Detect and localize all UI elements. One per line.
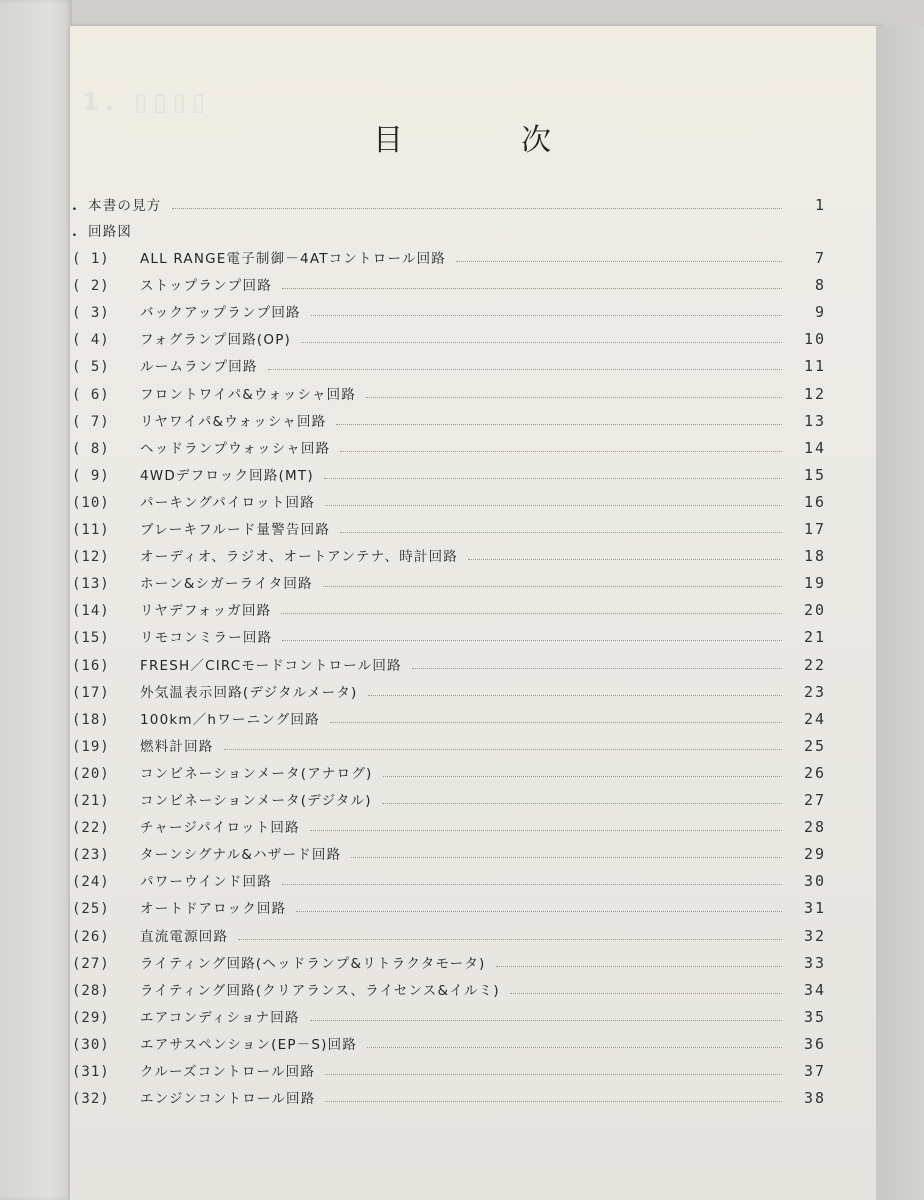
- dot-leader: [325, 1100, 782, 1102]
- toc-label: 100km／hワーニング回路: [140, 711, 320, 728]
- toc-item-number: (27): [72, 955, 110, 972]
- toc-item-number: (10): [72, 494, 110, 511]
- toc-page-number: 36: [803, 1034, 826, 1053]
- dot-leader: [296, 910, 782, 912]
- toc-label: ターンシグナル&ハザード回路: [140, 847, 342, 864]
- toc-item-number: (13): [72, 576, 110, 593]
- toc-item-number: ( 1): [72, 251, 110, 267]
- dot-leader: [336, 423, 782, 425]
- toc-item-number: (18): [72, 711, 110, 728]
- toc-entry[interactable]: [72, 841, 826, 863]
- toc-page-number: 1: [814, 196, 826, 214]
- toc-entry[interactable]: [72, 1004, 826, 1026]
- dot-leader: [324, 477, 782, 479]
- dot-leader: [172, 207, 783, 209]
- toc-label: ライティング回路(ヘッドランプ&リトラクタモータ): [140, 955, 486, 972]
- toc-label: 燃料計回路: [140, 738, 214, 755]
- toc-item-number: (17): [72, 684, 110, 701]
- toc-entry[interactable]: [72, 950, 826, 972]
- dot-leader: [366, 396, 782, 398]
- toc-label: エアコンディショナ回路: [140, 1009, 300, 1026]
- toc-page-number: 25: [803, 736, 826, 755]
- toc-page-number: 18: [803, 547, 826, 566]
- toc-label: オーディオ、ラジオ、オートアンテナ、時計回路: [140, 549, 458, 566]
- toc-entry[interactable]: [72, 868, 826, 890]
- toc-item-number: ( 8): [72, 440, 110, 457]
- toc-entry[interactable]: [72, 570, 826, 592]
- toc-entry[interactable]: [72, 787, 826, 809]
- toc-entry[interactable]: [72, 706, 826, 728]
- toc-label: FRESH／CIRCモードコントロール回路: [140, 657, 402, 674]
- toc-label: ルームランプ回路: [140, 359, 258, 376]
- bullet: .: [72, 224, 77, 240]
- toc-item-number: (32): [72, 1091, 110, 1108]
- toc-page-number: 16: [803, 492, 826, 511]
- toc-label: コンビネーションメータ(アナログ): [140, 765, 373, 782]
- toc-page-number: 21: [803, 628, 826, 647]
- toc-entry[interactable]: [72, 1058, 826, 1080]
- dot-leader: [510, 992, 782, 994]
- toc-page-number: 7: [814, 249, 826, 267]
- dot-leader: [351, 856, 782, 858]
- toc-item-number: (23): [72, 847, 110, 864]
- toc-item-number: (22): [72, 820, 110, 837]
- toc-label: リヤワイパ&ウォッシャ回路: [140, 413, 327, 430]
- bleed-through-text: 1. ▯▯▯▯: [82, 88, 211, 116]
- toc-page-number: 20: [803, 601, 826, 620]
- toc-label: オートドアロック回路: [140, 901, 287, 918]
- toc-label: フォグランプ回路(OP): [140, 332, 292, 349]
- toc-entry[interactable]: [72, 462, 826, 484]
- toc-entry[interactable]: [72, 1085, 826, 1107]
- toc-item-number: (24): [72, 874, 110, 891]
- toc-page-number: 32: [803, 926, 826, 945]
- dot-leader: [340, 450, 782, 452]
- toc-item-number: (20): [72, 765, 110, 782]
- toc-item-number: (19): [72, 738, 110, 755]
- toc-page-number: 37: [803, 1062, 826, 1080]
- toc-entry[interactable]: [72, 516, 826, 538]
- toc-entry[interactable]: [72, 679, 826, 701]
- toc-item-number: (31): [72, 1064, 110, 1080]
- toc-label: チャージパイロット回路: [140, 820, 300, 837]
- toc-page-number: 33: [803, 953, 826, 972]
- previous-page-edge: [0, 0, 72, 1200]
- toc-label: ストップランプ回路: [140, 278, 272, 295]
- toc-page-number: 15: [803, 465, 826, 484]
- toc-label: エアサスペンション(EP－S)回路: [140, 1036, 358, 1053]
- toc-page-number: 38: [803, 1089, 826, 1108]
- dot-leader: [311, 314, 782, 316]
- dot-leader: [282, 287, 782, 289]
- dot-leader: [368, 694, 782, 696]
- dot-leader: [310, 1019, 782, 1021]
- dot-leader: [310, 829, 782, 831]
- toc-entry[interactable]: [72, 272, 826, 294]
- dot-leader: [456, 260, 782, 262]
- toc-label: 本書の見方: [88, 198, 162, 214]
- dot-leader: [325, 1073, 782, 1075]
- toc-entry[interactable]: [72, 1031, 826, 1053]
- toc-section-label: 回路図: [88, 224, 133, 240]
- dot-leader: [323, 585, 782, 587]
- toc-item-number: (11): [72, 522, 110, 538]
- toc-entry[interactable]: [72, 245, 826, 267]
- toc-entry[interactable]: [72, 489, 826, 511]
- toc-page-number: 35: [803, 1007, 826, 1026]
- toc-label: 4WDデフロック回路(MT): [140, 467, 314, 484]
- dot-leader: [468, 558, 782, 560]
- toc-entry[interactable]: [72, 733, 826, 755]
- toc-label: リモコンミラー回路: [140, 630, 273, 647]
- toc-item-number: (14): [72, 603, 110, 620]
- toc-item-number: (15): [72, 630, 110, 647]
- toc-entry[interactable]: [72, 381, 826, 403]
- toc-entry[interactable]: [72, 652, 826, 674]
- dot-leader: [325, 504, 782, 506]
- toc-entry[interactable]: [72, 624, 826, 646]
- toc-label: フロントワイパ&ウォッシャ回路: [140, 386, 357, 403]
- dot-leader: [282, 639, 782, 641]
- title-char-1: 目: [373, 123, 403, 158]
- dot-leader: [268, 368, 782, 370]
- toc-item-number: ( 7): [72, 413, 110, 430]
- toc-label: エンジンコントロール回路: [140, 1091, 316, 1108]
- bullet: .: [72, 198, 77, 214]
- toc-label: パワーウインド回路: [140, 874, 272, 891]
- toc-page-number: 9: [814, 303, 826, 322]
- dot-leader: [330, 721, 782, 723]
- toc-label: クルーズコントロール回路: [140, 1064, 316, 1080]
- toc-item-number: (12): [72, 549, 110, 566]
- toc-page-number: 23: [803, 682, 826, 701]
- toc-item-number: (28): [72, 982, 110, 999]
- toc-entry[interactable]: [72, 923, 826, 945]
- toc-entry[interactable]: [72, 597, 826, 619]
- dot-leader: [281, 612, 782, 614]
- toc-page-number: 10: [803, 330, 826, 349]
- toc-item-number: ( 5): [72, 359, 110, 376]
- toc-entry[interactable]: [72, 977, 826, 999]
- toc-entry[interactable]: [72, 299, 826, 321]
- toc-entry[interactable]: [72, 326, 826, 348]
- toc-page-number: 22: [803, 655, 826, 674]
- toc-label: ヘッドランプウォッシャ回路: [140, 440, 331, 457]
- toc-label: ライティング回路(クリアランス、ライセンス&イルミ): [140, 982, 500, 999]
- dot-leader: [301, 341, 782, 343]
- toc-item-number: ( 2): [72, 278, 110, 295]
- toc-item-number: ( 3): [72, 305, 110, 322]
- toc-label: ホーン&シガーライタ回路: [140, 576, 313, 593]
- toc-entry[interactable]: [72, 543, 826, 565]
- toc-label: バックアップランプ回路: [140, 305, 301, 322]
- toc-label: リヤデフォッガ回路: [140, 603, 272, 620]
- toc-label: パーキングパイロット回路: [140, 494, 315, 511]
- toc-item-number: ( 9): [72, 467, 110, 484]
- toc-page-number: 27: [803, 791, 826, 809]
- page-right-shadow: [876, 26, 924, 1200]
- page-title: [0, 115, 924, 159]
- toc-item-number: (25): [72, 901, 110, 918]
- toc-page-number: 29: [803, 845, 826, 864]
- toc-label: ブレーキフルード量警告回路: [140, 522, 331, 538]
- toc-label: コンビネーションメータ(デジタル): [140, 793, 372, 809]
- toc-item-number: (30): [72, 1036, 110, 1053]
- toc-page-number: 19: [803, 574, 826, 593]
- toc-page-number: 13: [803, 411, 826, 430]
- toc-entry[interactable]: [72, 435, 826, 457]
- title-char-2: 次: [521, 123, 551, 158]
- toc-page-number: 28: [803, 818, 826, 837]
- toc-page-number: 14: [803, 438, 826, 457]
- toc-item-number: ( 6): [72, 386, 110, 403]
- toc-entry[interactable]: [72, 408, 826, 430]
- dot-leader: [224, 748, 783, 750]
- dot-leader: [282, 883, 782, 885]
- dot-leader: [383, 775, 783, 777]
- toc-label: 直流電源回路: [140, 928, 229, 945]
- toc-page-number: 26: [803, 763, 826, 782]
- toc-item-number: (21): [72, 793, 110, 809]
- toc-page-number: 34: [803, 980, 826, 999]
- toc-entry-how-to-read[interactable]: [72, 192, 826, 214]
- toc-entry[interactable]: [72, 760, 826, 782]
- toc-entry[interactable]: [72, 895, 826, 917]
- toc-item-number: ( 4): [72, 332, 110, 349]
- toc-entry[interactable]: [72, 814, 826, 836]
- toc-page-number: 24: [803, 709, 826, 728]
- toc-page-number: 31: [803, 899, 826, 918]
- toc-item-number: (26): [72, 928, 110, 945]
- dot-leader: [382, 802, 782, 804]
- toc-page-number: 8: [814, 276, 826, 295]
- toc-page-number: 11: [803, 357, 826, 376]
- dot-leader: [367, 1046, 782, 1048]
- toc-page-number: 12: [803, 384, 826, 403]
- toc-label: 外気温表示回路(デジタルメータ): [140, 684, 358, 701]
- toc-item-number: (29): [72, 1009, 110, 1026]
- dot-leader: [412, 667, 782, 669]
- toc-section-circuit-diagrams: [72, 218, 826, 240]
- toc-page-number: 30: [803, 872, 826, 891]
- toc-entry[interactable]: [72, 353, 826, 375]
- toc-item-number: (16): [72, 657, 110, 674]
- dot-leader: [496, 965, 783, 967]
- toc-page-number: 17: [803, 520, 826, 538]
- dot-leader: [340, 531, 782, 533]
- toc-label: ALL RANGE電子制御－4ATコントロール回路: [140, 251, 446, 267]
- dot-leader: [238, 938, 782, 940]
